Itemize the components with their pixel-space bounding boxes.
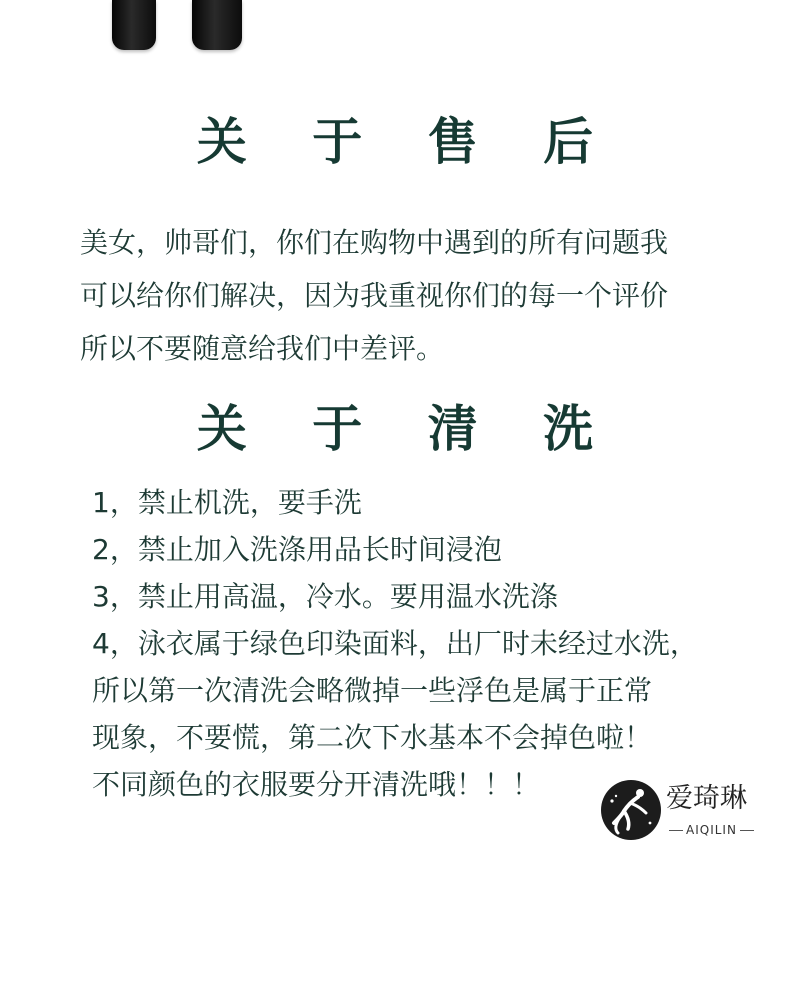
brand-logo bbox=[600, 779, 770, 843]
diver-logo-icon bbox=[600, 779, 662, 841]
washing-heading: 关 于 清 洗 bbox=[196, 400, 618, 458]
brand-subtitle bbox=[666, 823, 757, 837]
brand-rule-right bbox=[740, 830, 754, 831]
washing-line: 所以第一次清洗会略微掉一些浮色是属于正常 bbox=[92, 674, 653, 707]
product-leg-right bbox=[192, 0, 242, 50]
washing-line: 不同颜色的衣服要分开清洗哦！！！ bbox=[92, 768, 541, 801]
product-image-legs bbox=[100, 0, 260, 60]
washing-line: 4，泳衣属于绿色印染面料，出厂时未经过水洗， bbox=[92, 627, 698, 660]
after-sales-line: 所以不要随意给我们中差评。 bbox=[80, 332, 445, 365]
after-sales-heading: 关 于 售 后 bbox=[196, 113, 618, 171]
product-leg-left bbox=[112, 0, 156, 50]
brand-name: 爱琦琳 bbox=[666, 783, 747, 814]
washing-instructions bbox=[92, 479, 698, 808]
brand-subtitle-text: AIQILIN bbox=[686, 823, 737, 837]
after-sales-text bbox=[80, 216, 668, 375]
washing-line: 1，禁止机洗，要手洗 bbox=[92, 486, 362, 519]
after-sales-line: 可以给你们解决，因为我重视你们的每一个评价 bbox=[80, 279, 669, 312]
after-sales-line: 美女，帅哥们，你们在购物中遇到的所有问题我 bbox=[80, 226, 669, 259]
washing-line: 3，禁止用高温，冷水。要用温水洗涤 bbox=[92, 580, 558, 613]
washing-line: 现象，不要慌，第二次下水基本不会掉色啦！ bbox=[92, 721, 653, 754]
brand-rule-left bbox=[669, 830, 683, 831]
washing-line: 2，禁止加入洗涤用品长时间浸泡 bbox=[92, 533, 502, 566]
